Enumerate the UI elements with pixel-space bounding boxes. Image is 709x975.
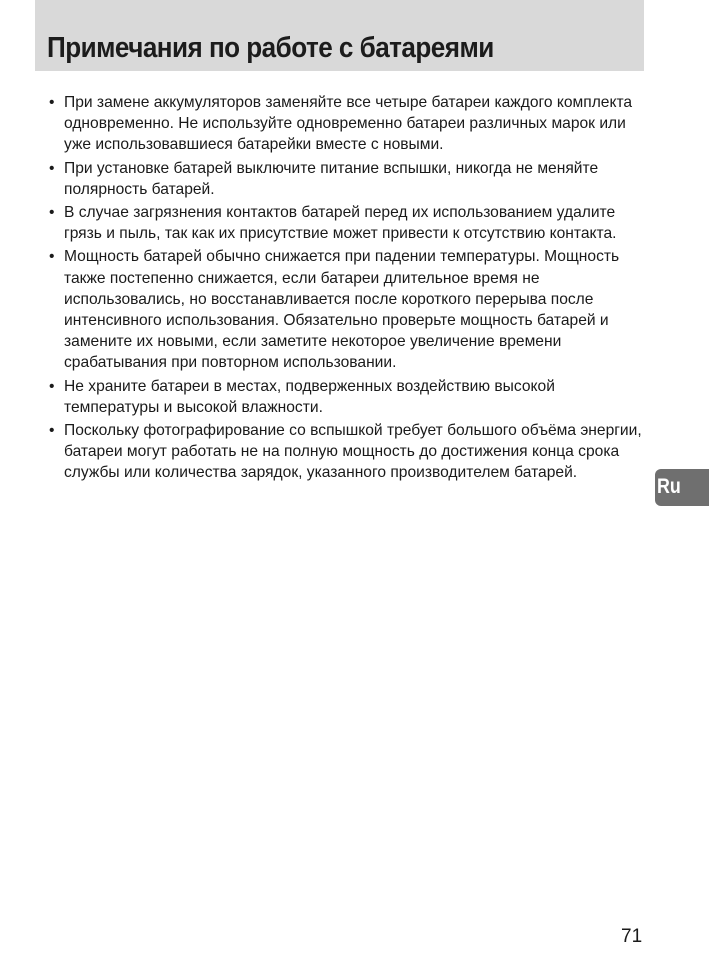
page-title: Примечания по работе с батареями — [47, 32, 494, 64]
bullet-icon: • — [49, 422, 55, 440]
note-text: Мощность батарей обычно снижается при падении температуры. Мощность также постепенно снижается, если батареи длительное время не использовались, но восстанавливается после короткого перерыва после интенсивного использования. Обязательно проверьте мощность батарей и замените их новыми, если заметите некоторое увеличение времени срабатывания при повторном использовании. — [64, 248, 620, 372]
bullet-icon: • — [49, 94, 55, 111]
note-text: При замене аккумуляторов заменяйте все четыре батареи каждого комплекта одновременно. Не используйте одновременно батареи различных марок или уже использовавшиеся батарейки вместе с новыми. — [64, 94, 633, 154]
battery-notes-list — [49, 92, 649, 486]
bullet-icon: • — [49, 377, 55, 395]
note-text: В случае загрязнения контактов батарей перед их использованием удалите грязь и пыль, так как их присутствие может привести к отсутствию контакта. — [64, 204, 617, 243]
list-item — [49, 246, 649, 373]
section-title-bar — [35, 0, 644, 71]
page-number: 71 — [621, 926, 643, 947]
list-item — [49, 92, 649, 156]
bullet-icon: • — [49, 159, 55, 177]
bullet-icon: • — [49, 204, 55, 222]
language-tab-label: Ru — [657, 475, 681, 498]
list-item — [49, 420, 649, 484]
bullet-icon: • — [49, 248, 55, 266]
note-text: Не храните батареи в местах, подверженных воздействию высокой температуры и высокой влажности. — [64, 377, 555, 416]
list-item — [49, 376, 649, 418]
note-text: При установке батарей выключите питание вспышки, никогда не меняйте полярность батарей. — [64, 159, 599, 198]
note-text: Поскольку фотографирование со вспышкой требует большого объёма энергии, батареи могут работать не на полную мощность до достижения конца срока службы или количества зарядок, указанного производителем батарей. — [64, 422, 642, 482]
list-item — [49, 202, 649, 244]
language-tab — [655, 469, 709, 506]
list-item — [49, 158, 649, 200]
